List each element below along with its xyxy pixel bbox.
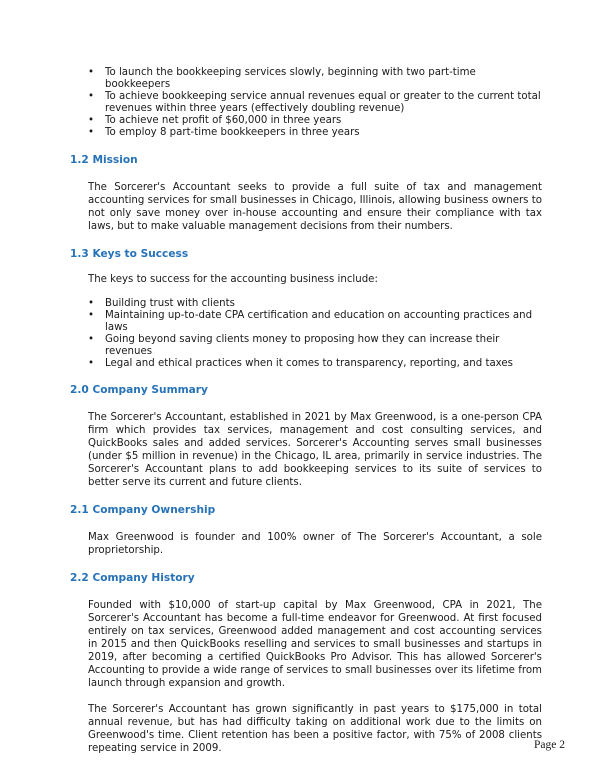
key-text: Maintaining up-to-date CPA certification and education on accounting practices and laws bbox=[105, 310, 533, 333]
key-item bbox=[88, 358, 542, 370]
goal-text: To achieve net profit of $60,000 in three years bbox=[105, 115, 342, 126]
goal-item bbox=[88, 127, 542, 139]
goal-text-line-1: To achieve bookkeeping service annual revenues equal or greater to the current total bbox=[105, 91, 541, 102]
section-heading-company-history: 2.2 Company History bbox=[70, 572, 195, 584]
section-heading-company-ownership: 2.1 Company Ownership bbox=[70, 504, 216, 516]
goal-item bbox=[88, 67, 542, 91]
page-content bbox=[70, 67, 542, 755]
goal-item bbox=[88, 91, 542, 115]
bullet-icon: • bbox=[88, 67, 95, 78]
bullet-icon: • bbox=[88, 334, 95, 345]
goal-text: To employ 8 part-time bookkeepers in three years bbox=[105, 127, 360, 138]
history-paragraph-1: Founded with $10,000 of start-up capital by Max Greenwood, CPA in 2021, The Sorcerer's Accountant has become a full-time endeavor for Greenwood. At first focused entirely on tax services, Greenwood added management and cost accounting services in 2015 and then QuickBooks reselling and services to small businesses and startups in 2019, after becoming a certified QuickBooks Pro Advisor. This has allowed Sorcerer's Accounting to provide a wide range of services to small businesses over its lifetime from launch through expansion and growth. bbox=[88, 600, 542, 689]
summary-paragraph: The Sorcerer's Accountant, established in 2021 by Max Greenwood, is a one-person CPA firm which provides tax services, management and cost consulting services, and QuickBooks sales and added services. Sorcerer's Accounting serves small businesses (under $5 million in revenue) in the Chicago, IL area, primarily in service industries. The Sorcerer's Accountant plans to add bookkeeping services to its suite of services to better serve its current and future clients. bbox=[88, 412, 542, 488]
section-heading-keys-to-success: 1.3 Keys to Success bbox=[70, 248, 189, 260]
goal-text: To launch the bookkeeping services slowly, beginning with two part-time bookkeepers bbox=[105, 67, 476, 90]
bullet-icon: • bbox=[88, 127, 95, 138]
bullet-icon: • bbox=[88, 91, 95, 102]
keys-intro: The keys to success for the accounting business include: bbox=[88, 274, 378, 285]
key-text: Legal and ethical practices when it comes to transparency, reporting, and taxes bbox=[105, 358, 513, 369]
bullet-icon: • bbox=[88, 310, 95, 321]
keys-list bbox=[88, 298, 542, 370]
ownership-paragraph: Max Greenwood is founder and 100% owner of The Sorcerer's Accountant, a sole proprietorship. bbox=[88, 532, 542, 556]
bullet-icon: • bbox=[88, 358, 95, 369]
history-paragraph-2: The Sorcerer's Accountant has grown significantly in past years to $175,000 in total annual revenue, but has had difficulty taking on additional work due to the limits on Greenwood's time. Client retention has been a positive factor, with 75% of 2008 clients repeating service in 2009. bbox=[88, 704, 542, 754]
goal-text-line-2: revenues within three years (effectively doubling revenue) bbox=[105, 103, 405, 114]
key-item bbox=[88, 298, 542, 310]
goals-list bbox=[88, 67, 542, 139]
section-heading-mission: 1.2 Mission bbox=[70, 154, 138, 166]
key-text: Building trust with clients bbox=[105, 298, 235, 309]
page-number: Page 2 bbox=[534, 739, 565, 751]
section-heading-company-summary: 2.0 Company Summary bbox=[70, 384, 208, 396]
bullet-icon: • bbox=[88, 115, 95, 126]
key-item bbox=[88, 334, 542, 358]
goal-item bbox=[88, 115, 542, 127]
mission-paragraph: The Sorcerer's Accountant seeks to provide a full suite of tax and management accounting services for small businesses in Chicago, Illinois, allowing business owners to not only save money over in-house accounting and ensure their compliance with tax laws, but to make valuable management decisions from their numbers. bbox=[88, 182, 542, 232]
key-text: Going beyond saving clients money to proposing how they can increase their revenues bbox=[105, 334, 500, 357]
key-item bbox=[88, 310, 542, 334]
bullet-icon: • bbox=[88, 298, 95, 309]
